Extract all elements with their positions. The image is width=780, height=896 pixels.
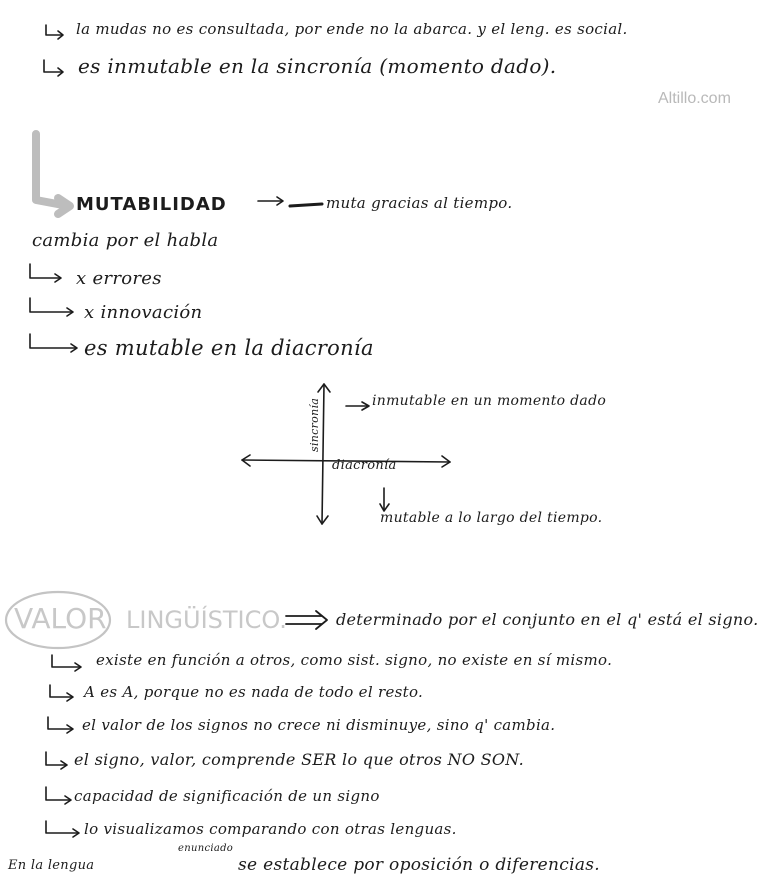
list-item: es mutable en la diacronía — [84, 336, 374, 360]
list-item: el signo, valor, comprende SER lo que otros NO SON. — [74, 750, 524, 769]
list-item: x errores — [76, 268, 162, 289]
arrow-icon — [30, 334, 77, 352]
highlight-bracket-icon — [36, 134, 70, 214]
list-item: capacidad de significación de un signo — [74, 787, 380, 805]
arrow-icon — [46, 25, 63, 39]
definition-text: muta gracias al tiempo. — [326, 194, 513, 212]
arrow-icon — [52, 655, 81, 671]
footer-insert-note: enunciado — [178, 843, 234, 854]
list-item: x innovación — [84, 302, 203, 323]
section-heading-linguistico: LINGÜÍSTICO. — [126, 606, 287, 634]
list-item: A es A, porque no es nada de todo el resto. — [84, 683, 424, 701]
note-line: es inmutable en la sincronía (momento dado). — [78, 54, 557, 78]
axis-label-horizontal: diacronía — [332, 458, 397, 473]
diagram-note-bottom: mutable a lo largo del tiempo. — [380, 510, 603, 526]
list-item: el valor de los signos no crece ni disminuye, sino q' cambia. — [82, 716, 556, 734]
arrow-icon — [30, 264, 61, 282]
arrow-icon — [44, 60, 63, 76]
list-item: existe en función a otros, como sist. signo, no existe en sí mismo. — [96, 651, 613, 669]
watermark: Altillo.com — [658, 90, 731, 107]
arrow-icon — [258, 197, 283, 205]
arrow-icon — [48, 717, 73, 733]
arrow-icon — [30, 298, 73, 316]
arrow-icon — [50, 685, 73, 701]
double-arrow-icon — [286, 611, 327, 629]
footer-text: se establece por oposición o diferencias. — [238, 855, 600, 875]
diagram-note-top: inmutable en un momento dado — [372, 393, 607, 409]
list-item: cambia por el habla — [32, 230, 219, 251]
section-heading-mutabilidad: MUTABILIDAD — [76, 194, 227, 215]
arrow-icon — [46, 821, 79, 837]
footer-prefix: En la lengua — [8, 858, 95, 873]
arrow-icon — [46, 752, 67, 769]
arrow-icon — [46, 787, 71, 804]
axis-label-vertical: sincronía — [308, 397, 321, 452]
list-item: lo visualizamos comparando con otras lenguas. — [84, 820, 457, 838]
definition-text: determinado por el conjunto en el q' está el signo. — [336, 610, 759, 629]
section-heading-valor: VALOR — [14, 602, 107, 635]
note-line: la mudas no es consultada, por ende no la abarca. y el leng. es social. — [76, 20, 628, 38]
